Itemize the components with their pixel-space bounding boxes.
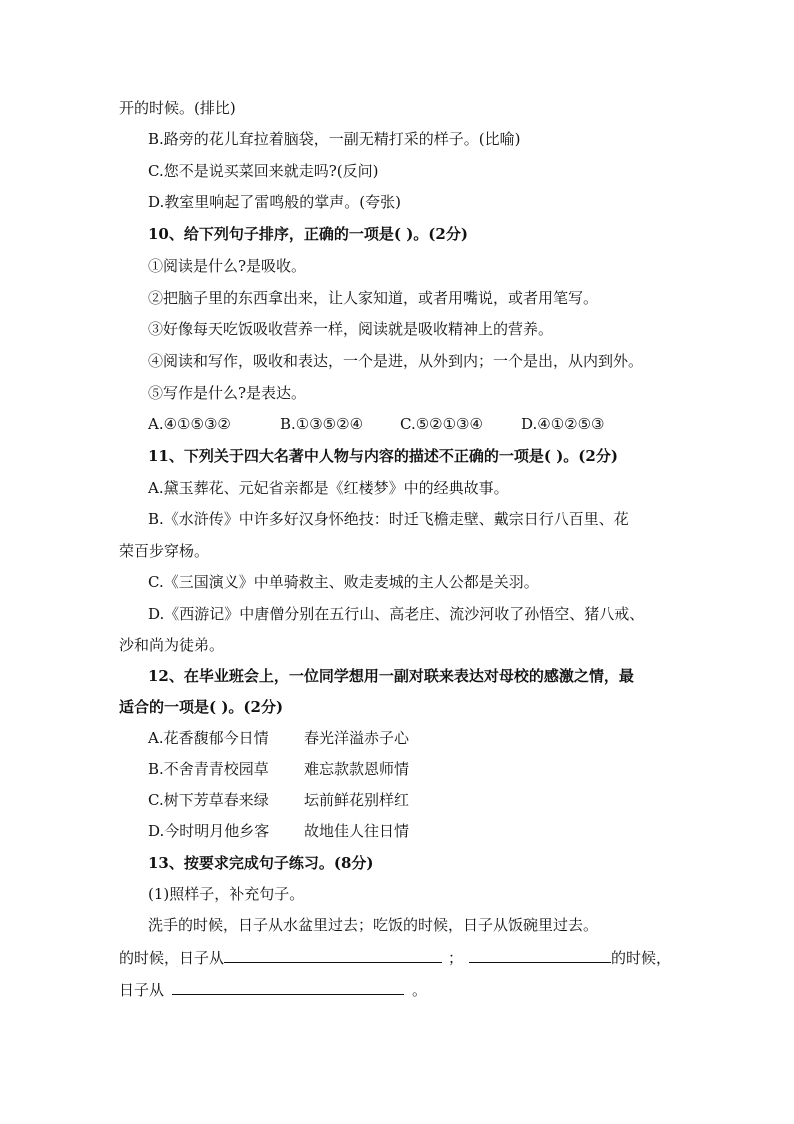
answer-option-c-second: 坛前鲜花别样红 <box>304 791 410 809</box>
answer-option-b-cont: 荣百步穿杨。 <box>119 542 210 560</box>
answer-option-d: D.《西游记》中唐僧分别在五行山、高老庄、流沙河收了孙悟空、猪八戒、 <box>148 605 645 623</box>
answer-option-d: D.今时明月他乡客 <box>148 822 270 840</box>
fill-text: 的时候， <box>611 949 672 967</box>
text-line: D.教室里响起了雷鸣般的掌声。(夸张) <box>148 193 401 211</box>
answer-option-a: A.花香馥郁今日情 <box>148 729 269 747</box>
fill-text: 的时候，日子从 <box>119 949 225 967</box>
fill-text: 日子从 <box>119 981 165 999</box>
answer-option-d: D.④①②⑤③ <box>521 415 605 433</box>
answer-option-c: C.《三国演义》中单骑救主、败走麦城的主人公都是关羽。 <box>148 573 539 591</box>
question-11-title: 11、下列关于四大名著中人物与内容的描述不正确的一项是( )。(2分) <box>148 447 618 465</box>
fill-line-1 <box>119 946 671 968</box>
question-12-title-cont: 适合的一项是( )。(2分) <box>119 698 284 716</box>
answer-option-a: A.黛玉葬花、元妃省亲都是《红楼梦》中的经典故事。 <box>148 479 509 497</box>
sentence-item: ⑤写作是什么?是表达。 <box>148 384 307 402</box>
fill-line-2 <box>119 978 427 1000</box>
answer-blank[interactable] <box>469 946 611 963</box>
answer-option-b-second: 难忘款款恩师情 <box>304 760 410 778</box>
question-13-title: 13、按要求完成句子练习。(8分) <box>148 854 374 872</box>
example-sentence: 洗手的时候，日子从水盆里过去；吃饭的时候，日子从饭碗里过去。 <box>148 916 599 934</box>
sentence-item: ②把脑子里的东西拿出来，让人家知道，或者用嘴说，或者用笔写。 <box>148 289 599 307</box>
answer-option-b: B.不舍青青校园草 <box>148 760 269 778</box>
answer-option-b: B.①③⑤②④ <box>280 415 364 433</box>
fill-text: ； <box>448 949 464 967</box>
sentence-item: ④阅读和写作，吸收和表达，一个是进，从外到内；一个是出，从内到外。 <box>148 352 644 370</box>
question-12-title: 12、在毕业班会上，一位同学想用一副对联来表达对母校的感激之情，最 <box>148 667 634 685</box>
answer-option-a: A.④①⑤③② <box>148 415 231 433</box>
sentence-item: ③好像每天吃饭吸收营养一样，阅读就是吸收精神上的营养。 <box>148 320 554 338</box>
text-line: B.路旁的花儿耷拉着脑袋，一副无精打采的样子。(比喻) <box>148 130 521 148</box>
fill-text: 。 <box>412 981 428 999</box>
question-10-title: 10、给下列句子排序，正确的一项是( )。(2分) <box>148 225 468 243</box>
answer-option-c: C.树下芳草春来绿 <box>148 791 269 809</box>
text-line: C.您不是说买菜回来就走吗?(反问) <box>148 162 379 180</box>
sub-question: (1)照样子，补充句子。 <box>148 885 305 903</box>
answer-option-c: C.⑤②①③④ <box>400 415 483 433</box>
answer-option-b: B.《水浒传》中许多好汉身怀绝技：时迁飞檐走壁、戴宗日行八百里、花 <box>148 510 629 528</box>
answer-option-d-cont: 沙和尚为徒弟。 <box>119 636 225 654</box>
text-line: 开的时候。(排比) <box>119 99 236 117</box>
answer-option-a-second: 春光洋溢赤子心 <box>304 729 410 747</box>
answer-blank[interactable] <box>172 978 404 995</box>
sentence-item: ①阅读是什么?是吸收。 <box>148 257 307 275</box>
answer-blank[interactable] <box>224 946 442 963</box>
answer-option-d-second: 故地佳人往日情 <box>304 822 410 840</box>
